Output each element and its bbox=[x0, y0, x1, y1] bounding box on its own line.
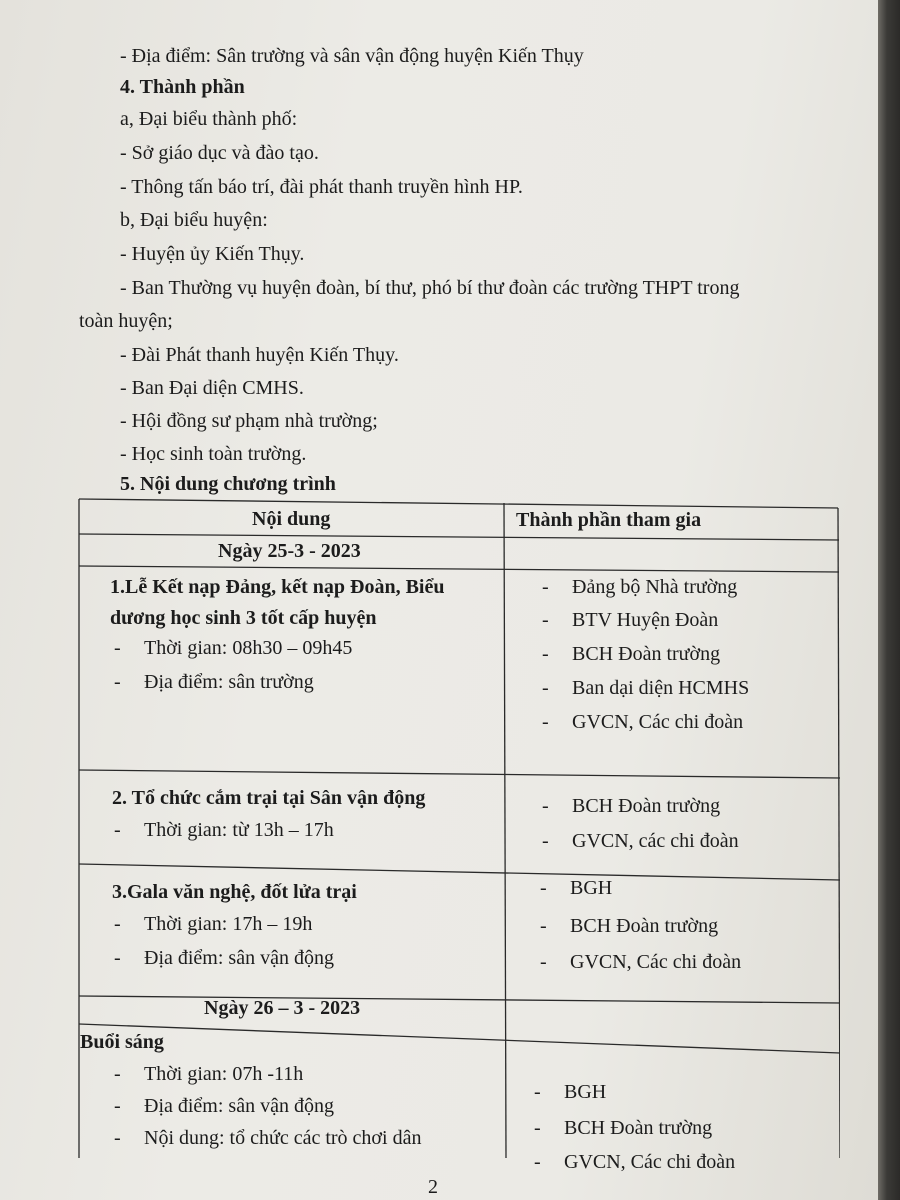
section-heading-participants: 4. Thành phần bbox=[120, 76, 245, 98]
participant-item: - GVCN, Các chi đoàn bbox=[540, 951, 742, 973]
participant-item: - Đảng bộ Nhà trường bbox=[542, 576, 738, 598]
participant-item: - BTV Huyện Đoàn bbox=[542, 609, 719, 631]
participant-item: - GVCN, các chi đoàn bbox=[542, 830, 739, 852]
participant-item: - BGH bbox=[540, 877, 613, 899]
list-item: - Sở giáo dục và đào tạo. bbox=[120, 142, 319, 164]
participant-item: - BCH Đoàn trường bbox=[534, 1117, 713, 1139]
section-heading-program: 5. Nội dung chương trình bbox=[120, 473, 336, 495]
location-line: - Địa điểm: Sân trường và sân vận động huyện Kiến Thụy bbox=[120, 45, 584, 67]
list-item: - Hội đồng sư phạm nhà trường; bbox=[120, 410, 378, 432]
list-item: - Thông tấn báo trí, đài phát thanh truyền hình HP. bbox=[120, 176, 523, 198]
participant-item: - BGH bbox=[534, 1081, 607, 1103]
page-number: 2 bbox=[428, 1176, 438, 1198]
event-detail: - Thời gian: 07h -11h bbox=[114, 1063, 304, 1085]
city-delegates-label: a, Đại biểu thành phố: bbox=[120, 108, 298, 130]
event-detail: - Địa điểm: sân vận động bbox=[114, 1095, 334, 1117]
participant-item: - BCH Đoàn trường bbox=[540, 915, 719, 937]
header-content: Nội dung bbox=[252, 508, 331, 530]
participant-item: - GVCN, Các chi đoàn bbox=[534, 1151, 736, 1173]
event-detail: - Địa điểm: sân trường bbox=[114, 671, 314, 693]
list-item: - Ban Thường vụ huyện đoàn, bí thư, phó bí thư đoàn các trường THPT trong bbox=[120, 277, 740, 299]
session-title: Buổi sáng bbox=[80, 1031, 164, 1053]
page-edge-shadow bbox=[878, 0, 900, 1200]
event-detail: - Thời gian: 17h – 19h bbox=[114, 913, 313, 935]
participant-item: - Ban dại diện HCMHS bbox=[542, 677, 750, 699]
list-item: - Huyện ủy Kiến Thụy. bbox=[120, 243, 305, 265]
header-participants: Thành phần tham gia bbox=[516, 509, 702, 531]
list-item: - Học sinh toàn trường. bbox=[120, 443, 307, 465]
event-title: 1.Lễ Kết nạp Đảng, kết nạp Đoàn, Biểu bbox=[110, 576, 445, 598]
list-item: - Đài Phát thanh huyện Kiến Thụy. bbox=[120, 344, 399, 366]
event-title: 2. Tổ chức cắm trại tại Sân vận động bbox=[112, 787, 426, 809]
program-table bbox=[78, 498, 840, 1173]
date-row-2: Ngày 26 – 3 - 2023 bbox=[204, 997, 361, 1019]
event-title: 3.Gala văn nghệ, đốt lửa trại bbox=[112, 881, 357, 903]
event-detail: - Nội dung: tổ chức các trò chơi dân bbox=[114, 1127, 422, 1149]
participant-item: - GVCN, Các chi đoàn bbox=[542, 711, 744, 733]
participant-item: - BCH Đoàn trường bbox=[542, 795, 721, 817]
list-item: - Ban Đại diện CMHS. bbox=[120, 377, 304, 399]
participant-item: - BCH Đoàn trường bbox=[542, 643, 721, 665]
event-detail: - Thời gian: 08h30 – 09h45 bbox=[114, 637, 353, 659]
date-row-1: Ngày 25-3 - 2023 bbox=[218, 540, 361, 562]
event-detail: - Địa điểm: sân vận động bbox=[114, 947, 334, 969]
event-detail: - Thời gian: từ 13h – 17h bbox=[114, 819, 334, 841]
event-title: dương học sinh 3 tốt cấp huyện bbox=[110, 607, 377, 629]
district-delegates-label: b, Đại biểu huyện: bbox=[120, 209, 268, 231]
list-item-continuation: toàn huyện; bbox=[79, 310, 173, 332]
